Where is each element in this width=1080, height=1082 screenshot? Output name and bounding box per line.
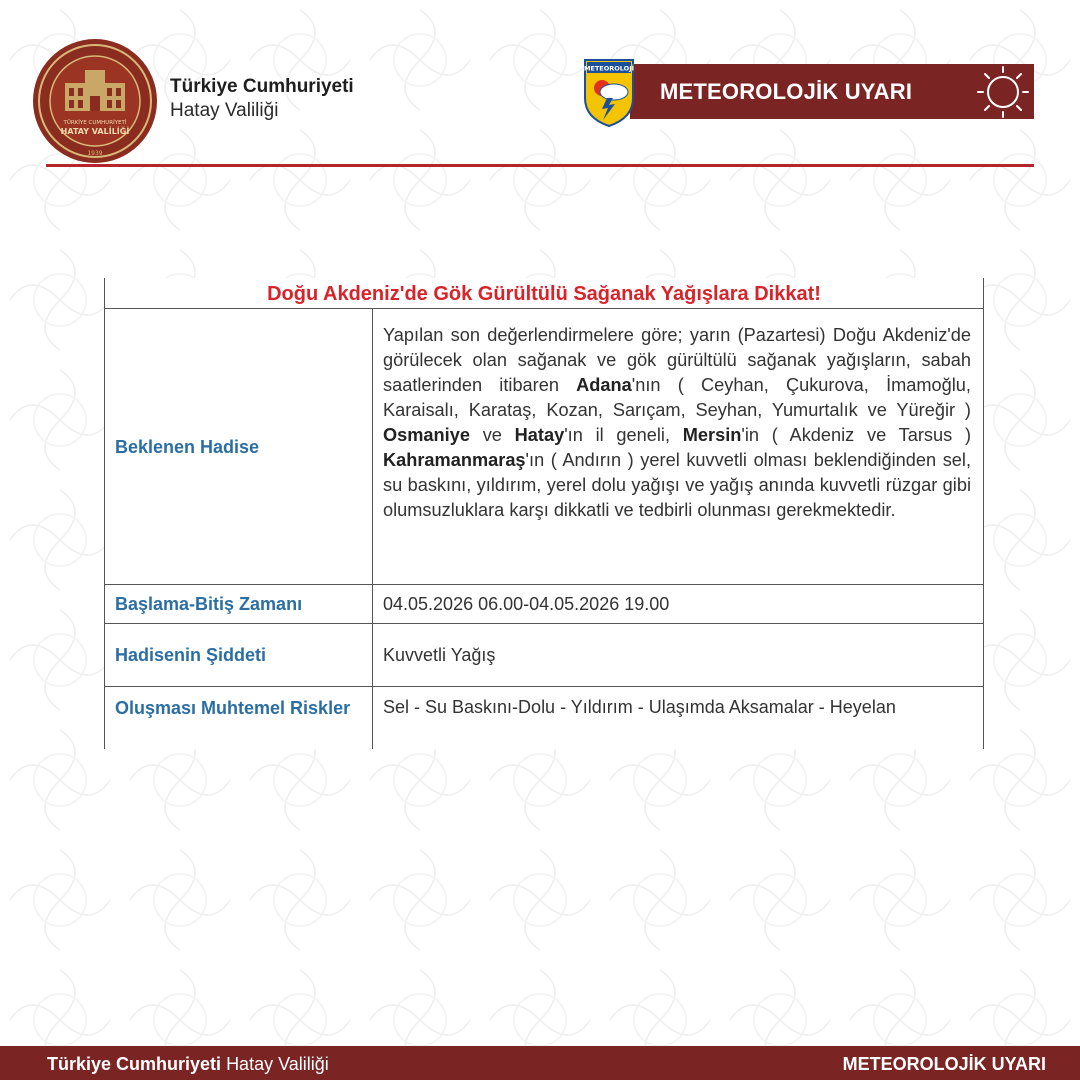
hatay-valiligi-seal-icon <box>32 38 158 164</box>
seal-text-top: TÜRKİYE CUMHURİYETİ <box>63 120 127 126</box>
footer-brand-bold: Türkiye Cumhuriyeti <box>47 1054 222 1074</box>
description-text: 'nın ( Ceyhan, Çukurova, İmamoğlu, Karaisalı, Karataş, Kozan, Sarıçam, Seyhan, Yumurtalık ve Yüreğir ) <box>383 375 971 420</box>
description-text: 'ın il geneli, <box>564 425 683 445</box>
description-text: 'ın ( Andırın ) yerel kuvvetli olması beklendiğinden sel, su baskını, yıldırım, yerel dolu yağışı ve yağış anında kuvvetli rüzgar gibi olumsuzluklara karşı dikkatli ve tedbirli olunması gerekmektedir. <box>383 450 971 520</box>
row-value <box>373 309 983 584</box>
row-label: Beklenen Hadise <box>105 309 373 584</box>
row-label: Başlama-Bitiş Zamanı <box>105 585 373 623</box>
table-row-expected-event <box>105 309 983 585</box>
place-name: Kahramanmaraş <box>383 450 526 470</box>
description-text: 'in ( Akdeniz ve Tarsus ) <box>741 425 971 445</box>
footer-brand <box>47 1046 329 1080</box>
row-value: Kuvvetli Yağış <box>383 644 496 665</box>
footer-bar <box>0 1046 1080 1080</box>
place-name: Adana <box>576 375 632 395</box>
description-text: ve <box>469 425 515 445</box>
description-text: Yapılan son değerlendirmelere göre; yarın (Pazartesi) Doğu Akdeniz'de görülecek olan sağanak ve gök gürültülü sağanak yağışların, sabah saatlerinden itibaren <box>383 325 971 395</box>
warning-title: Doğu Akdeniz'de Gök Gürültülü Sağanak Yağışlara Dikkat! <box>105 278 983 309</box>
seal-text-main: HATAY VALİLİĞİ <box>60 127 130 136</box>
seal-year: 1939 <box>87 150 103 157</box>
met-logo-text: METEOROLOJİ <box>583 64 635 73</box>
warning-table <box>104 278 984 749</box>
row-label: Hadisenin Şiddeti <box>105 624 373 686</box>
row-value: Sel - Su Baskını-Dolu - Yıldırım - Ulaşımda Aksamalar - Heyelan <box>383 697 896 717</box>
table-row-risks <box>105 687 983 749</box>
place-name: Osmaniye <box>383 425 470 445</box>
table-row-severity <box>105 624 983 687</box>
place-name: Hatay <box>514 425 565 445</box>
meteoroloji-logo-icon <box>583 58 635 128</box>
table-row-time-range <box>105 585 983 624</box>
banner-title: METEOROLOJİK UYARI <box>660 79 913 104</box>
event-description <box>383 323 971 523</box>
brand-block <box>170 76 354 122</box>
brand-line1: Türkiye Cumhuriyeti <box>170 76 354 97</box>
sun-icon <box>972 64 1034 119</box>
place-name: Mersin <box>682 425 742 445</box>
row-label: Oluşması Muhtemel Riskler <box>105 687 373 749</box>
footer-label: METEOROLOJİK UYARI <box>842 1054 1046 1074</box>
brand-line2: Hatay Valiliği <box>170 100 279 121</box>
warning-banner <box>630 64 1034 119</box>
row-value: 04.05.2026 06.00-04.05.2026 19.00 <box>383 593 670 614</box>
header-divider <box>46 164 1034 167</box>
footer-brand-regular: Hatay Valiliği <box>226 1054 329 1074</box>
